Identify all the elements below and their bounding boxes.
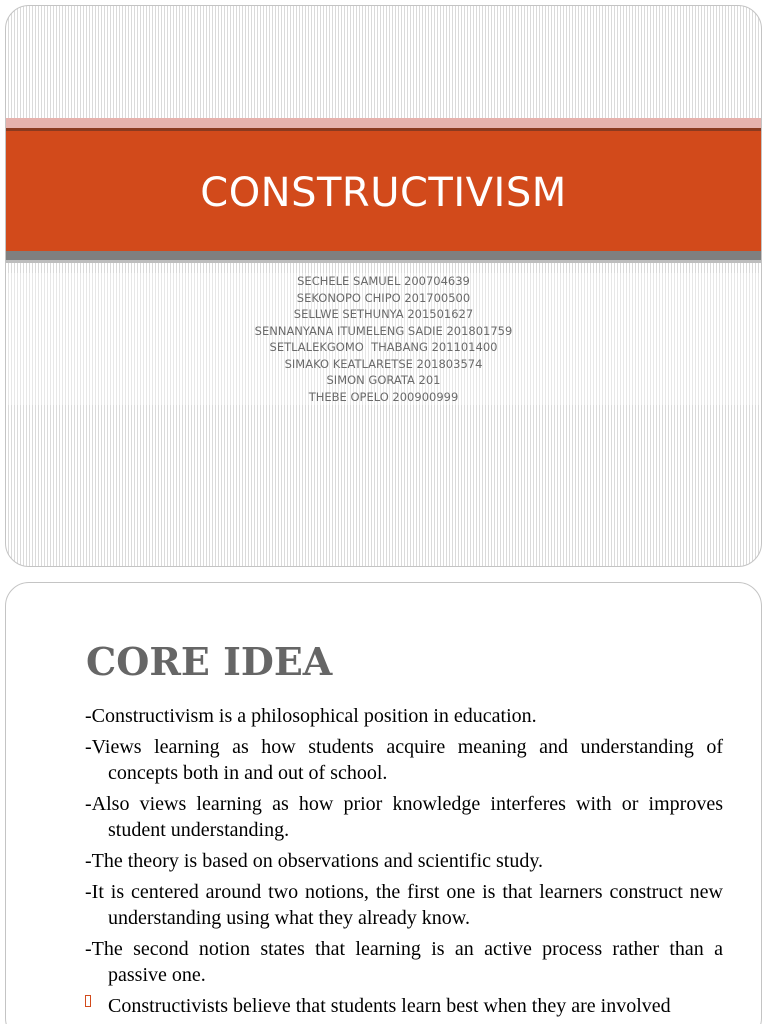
author-name: SELLWE SETHUNYA 201501627 xyxy=(6,306,761,323)
content-paragraph: -Constructivism is a philosophical position in education. xyxy=(85,705,537,727)
content-paragraph: -Also views learning as how prior knowledge interferes with or improves student understanding. xyxy=(85,793,723,841)
square-bullet-icon xyxy=(85,995,91,1007)
slide-heading: CORE IDEA xyxy=(86,639,333,684)
author-name: SETLALEKGOMO THABANG 201101400 xyxy=(6,339,761,356)
content-paragraph: -The second notion states that learning is an active process rather than a passive one. xyxy=(85,938,723,986)
author-name: SECHELE SAMUEL 200704639 xyxy=(6,273,761,290)
content-paragraph: -It is centered around two notions, the first one is that learners construct new understanding using what they already know. xyxy=(85,881,723,929)
core-idea-slide xyxy=(5,582,762,1024)
author-name: SIMAKO KEATLARETSE 201803574 xyxy=(6,356,761,373)
content-paragraph: -Views learning as how students acquire meaning and understanding of concepts both in and out of school. xyxy=(85,736,723,784)
author-name: SIMON GORATA 201 xyxy=(6,372,761,389)
bullet-text: Constructivists believe that students learn best when they are involved xyxy=(108,995,671,1017)
title-bar xyxy=(6,131,761,251)
author-name: SEKONOPO CHIPO 201700500 xyxy=(6,290,761,307)
title-bottom-band xyxy=(6,251,761,260)
title-slide xyxy=(5,5,762,567)
slide-title: CONSTRUCTIVISM xyxy=(200,170,567,216)
author-name: SENNANYANA ITUMELENG SADIE 201801759 xyxy=(6,323,761,340)
author-list xyxy=(6,273,761,405)
author-name: THEBE OPELO 200900999 xyxy=(6,389,761,406)
bullet-item xyxy=(85,993,723,1019)
content-list xyxy=(85,703,723,1024)
content-paragraph: -The theory is based on observations and scientific study. xyxy=(85,850,544,872)
title-bottom-band-light xyxy=(6,260,761,263)
